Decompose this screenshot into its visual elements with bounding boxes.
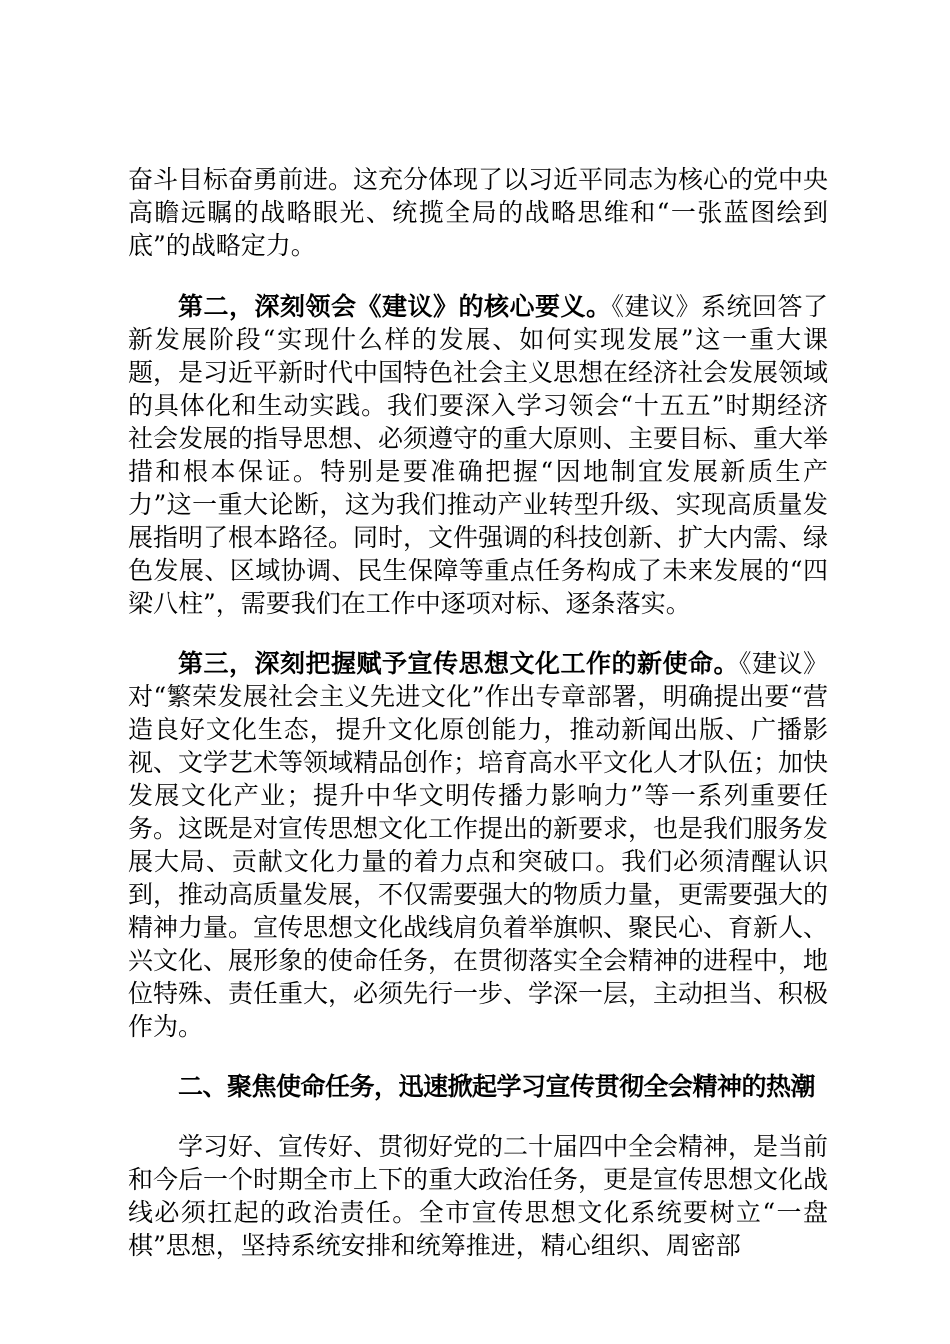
paragraph-section-two <box>128 1130 828 1262</box>
paragraph-text: 奋斗目标奋勇前进。这充分体现了以习近平同志为核心的党中央高瞻远瞩的战略眼光、统揽全局的战略思维和“一张蓝图绘到底”的战略定力。 <box>128 165 829 260</box>
paragraph-lead: 第三，深刻把握赋予宣传思想文化工作的新使命。 <box>178 649 739 678</box>
paragraph-text: 学习好、宣传好、贯彻好党的二十届四中全会精神，是当前和今后一个时期全市上下的重大政治任务，更是宣传思想文化战线必须扛起的政治责任。全市宣传思想文化系统要树立“一盘棋”思想，坚持系统安排和统筹推进，精心组织、周密部 <box>128 1132 829 1260</box>
section-heading: 二、聚焦使命任务，迅速掀起学习宣传贯彻全会精神的热潮 <box>178 1072 816 1101</box>
paragraph-text: 《建议》对“繁荣发展社会主义先进文化”作出专章部署，明确提出要“营造良好文化生态，提升文化原创能力，推动新闻出版、广播影视、文学艺术等领域精品创作；培育高水平文化人才队伍；加快发展文化产业；提升中华文明传播力影响力”等一系列重要任务。这既是对宣传思想文化工作提出的新要求，也是我们服务发展大局、贡献文化力量的着力点和突破口。我们必须清醒认识到，推动高质量发展，不仅需要强大的物质力量，更需要强大的精神力量。宣传思想文化战线肩负着举旗帜、聚民心、育新人、兴文化、展形象的使命任务，在贯彻落实全会精神的进程中，地位特殊、责任重大，必须先行一步、学深一层，主动担当、积极作为。 <box>128 649 829 1041</box>
document-body <box>128 163 828 1289</box>
paragraph-continuation <box>128 163 828 262</box>
paragraph-third-point <box>128 647 828 1043</box>
paragraph-lead: 第二，深刻领会《建议》的核心要义。 <box>178 292 612 321</box>
paragraph-text: 《建议》系统回答了新发展阶段“实现什么样的发展、如何实现发展”这一重大课题，是习近平新时代中国特色社会主义思想在经济社会发展领域的具体化和生动实践。我们要深入学习领会“十五五”时期经济社会发展的指导思想、必须遵守的重大原则、主要目标、重大举措和根本保证。特别是要准确把握“因地制宜发展新质生产力”这一重大论断，这为我们推动产业转型升级、实现高质量发展指明了根本路径。同时，文件强调的科技创新、扩大内需、绿色发展、区域协调、民生保障等重点任务构成了未来发展的“四梁八柱”，需要我们在工作中逐项对标、逐条落实。 <box>128 292 829 618</box>
paragraph-second-point <box>128 290 828 620</box>
